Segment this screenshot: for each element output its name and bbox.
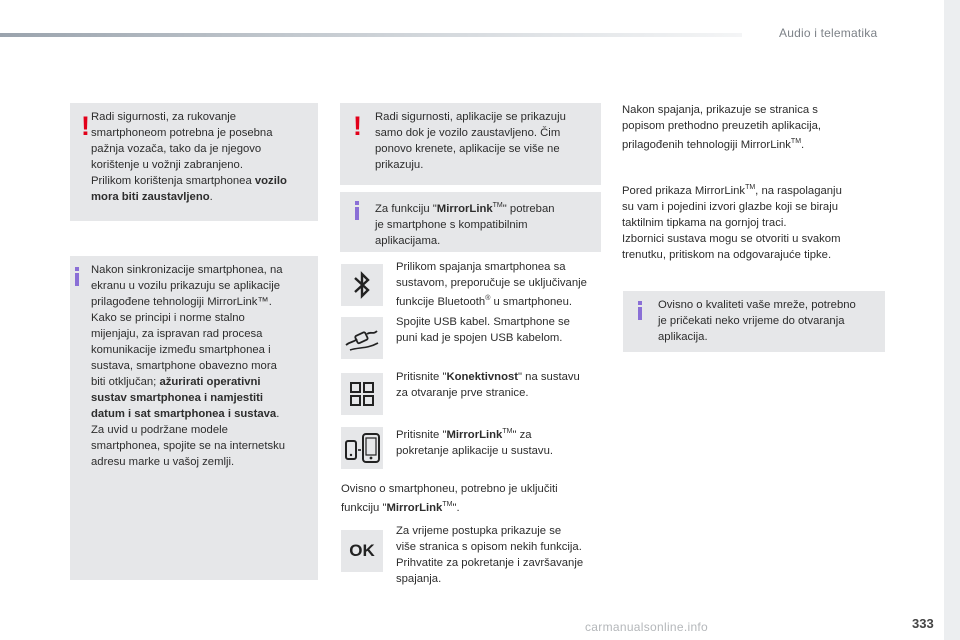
warning-box-driving [70, 103, 318, 221]
watermark: carmanualsonline.info [585, 620, 709, 634]
warning-box-apps [340, 103, 601, 185]
step-ok-text: Za vrijeme postupka prikazuje se više stranica s opisom nekih funkcija. Prihvatite za pokretanje i završavanje spajanja. [396, 525, 584, 585]
page-number: 333 [912, 616, 934, 631]
usb-cable-icon [341, 317, 383, 359]
info-text-compat: Za funkciju "MirrorLink™" potreban je smartphone s kompatibilnim aplikacijama. [375, 202, 555, 247]
info-box-network [623, 291, 885, 352]
exclamation-icon: ! [81, 111, 90, 141]
smartphone-mirror-icon[interactable] [341, 427, 383, 469]
step-connectivity-text: Pritisnite "Konektivnost" na sustavu za otvaranje prve stranice. [396, 371, 580, 399]
section-title: Audio i telematika [779, 26, 878, 40]
step-usb-text: Spojite USB kabel. Smartphone se puni kad je spojen USB kabelom. [396, 316, 570, 344]
step-mirrorlink-text: Pritisnite "MirrorLink™" za pokretanje aplikacije u sustavu. [396, 428, 553, 457]
info-text-sync: Nakon sinkronizacije smartphonea, na ekranu u vozilu prikazuju se aplikacije prilagođene tehnologiji MirrorLink™. Kako se principi i norme stalno mijenjaju, za ispravan rad procesa komunikacije između smartphonea i sustava, smartphone obavezno mora biti otključan; ažurirati operativni sustav smartphonea i namjestiti datum i sat smartphonea i sustava. Za uvid u podržane modele smartphonea, spojite se na internetsku adresu marke u vašoj zemlji. [91, 264, 286, 468]
warning-text: Radi sigurnosti, za rukovanje smartphoneom potrebna je posebna pažnja vozača, tako da je njegovo korištenje u vožnji zabranjeno. Prilikom korištenja smartphonea vozilo mora biti zaustavljeno. [91, 111, 287, 203]
note-mirrorlink-enable: Ovisno o smartphoneu, potrebno je uključiti funkciju "MirrorLink™". [341, 483, 558, 514]
ok-button[interactable]: OK [341, 530, 383, 572]
step-bluetooth-text: Prilikom spajanja smartphonea sa sustavom, preporučuje se uključivanje funkcije Bluetooth® u smartphoneu. [396, 261, 587, 308]
exclamation-icon: ! [353, 111, 362, 141]
page-edge-strip [944, 0, 960, 640]
info-box-sync [70, 256, 318, 580]
grid-apps-icon[interactable] [341, 373, 383, 415]
warning-text-apps: Radi sigurnosti, aplikacije se prikazuju samo dok je vozilo zaustavljeno. Čim ponovo krenete, aplikacije se više ne prikazuju. [375, 111, 566, 171]
col3-paragraph-1: Nakon spajanja, prikazuje se stranica s popisom prethodno preuzetih aplikacija, prilagođenih tehnologiji MirrorLink™. [622, 104, 822, 151]
info-box-compat [340, 192, 601, 252]
info-text-network: Ovisno o kvaliteti vaše mreže, potrebno je pričekati neko vrijeme do otvaranja aplikacija. [658, 299, 856, 343]
bluetooth-icon [341, 264, 383, 306]
col3-paragraph-2: Pored prikaza MirrorLink™, na raspolaganju su vam i pojedini izvori glazbe koji se biraju taktilnim tipkama na gornjoj traci. Izbornici sustava mogu se otvoriti u svakom trenutku, pritiskom na odgovarajuće tipke. [622, 184, 842, 261]
header-rule [0, 33, 742, 37]
